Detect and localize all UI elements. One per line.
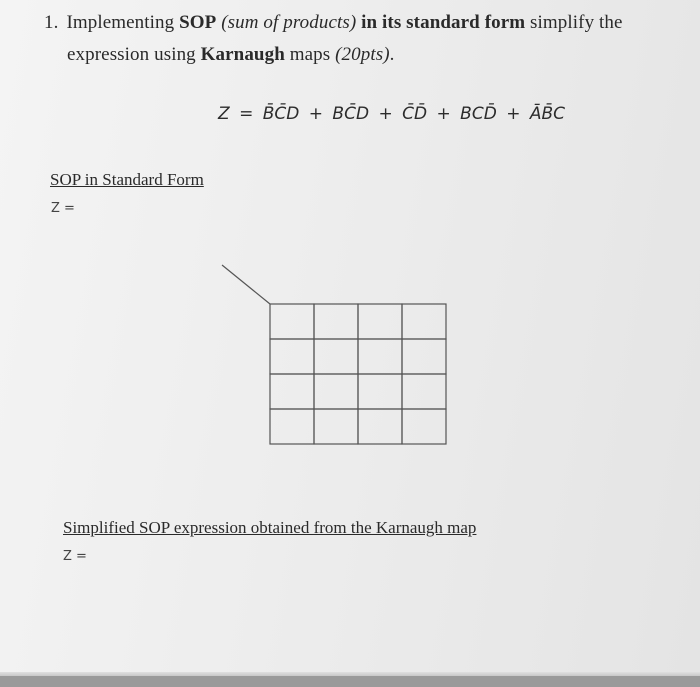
kmap-cell [358,409,402,444]
kmap-grid [270,304,446,444]
sop-standard-form-heading: SOP in Standard Form [50,170,204,189]
question-simplify: simplify the [530,12,623,33]
question-word-sop: SOP [179,12,217,33]
kmap-cell [402,339,446,374]
kmap-cell [358,374,402,409]
page-bottom-band [0,676,700,687]
kmap-cell [402,374,446,409]
kmap-cell [358,339,402,374]
question-number: 1. [44,12,59,33]
kmap-cell [270,374,314,409]
formula-term-2-plain: B [332,104,345,124]
kmap-cell [314,409,358,444]
formula-plus: + [436,104,451,124]
kmap-cell [314,374,358,409]
question-maps: maps [289,44,331,65]
formula-plus: + [506,104,521,124]
question-period: . [389,44,395,65]
formula-lhs: Z [218,104,230,124]
kmap-cell [358,304,402,339]
formula-term-1-plain: D [286,104,300,124]
formula-term-1-barred: B̄C̄ [262,104,287,124]
formula-term-2-barred: C̄ [344,104,356,124]
formula-plus: + [308,104,324,124]
kmap-cell [314,304,358,339]
formula-term-5-barred: ĀB̄ [529,104,554,124]
kmap-cell [270,409,314,444]
question-karnaugh: Karnaugh [200,44,285,65]
question-sum-of-products: (sum of products) [221,12,357,33]
formula-term-3-barred: C̄D̄ [402,104,428,124]
question-word-implementing: Implementing [66,12,175,33]
simplified-sop-heading: Simplified SOP expression obtained from the Karnaugh map [63,518,477,537]
formula-term-2-end: D [355,104,370,124]
formula-term-4-plain: BC [460,104,484,124]
question-standard-form: in its standard form [361,12,526,33]
kmap-cell [270,339,314,374]
kmap-cell [270,304,314,339]
kmap-cell [402,304,446,339]
formula-plus: + [378,104,393,124]
question-points: (20pts) [335,44,390,65]
kmap-cell [314,339,358,374]
formula-term-4-barred: D̄ [483,104,497,124]
sop-answer-label: Z = [51,201,75,216]
kmap-corner-diagonal [222,265,270,304]
formula-term-5-plain: C [553,104,566,124]
simplified-answer-label: Z = [63,549,87,564]
question-expression-using: expression using [67,44,196,65]
kmap-cell [402,409,446,444]
formula-equals: = [239,104,254,124]
